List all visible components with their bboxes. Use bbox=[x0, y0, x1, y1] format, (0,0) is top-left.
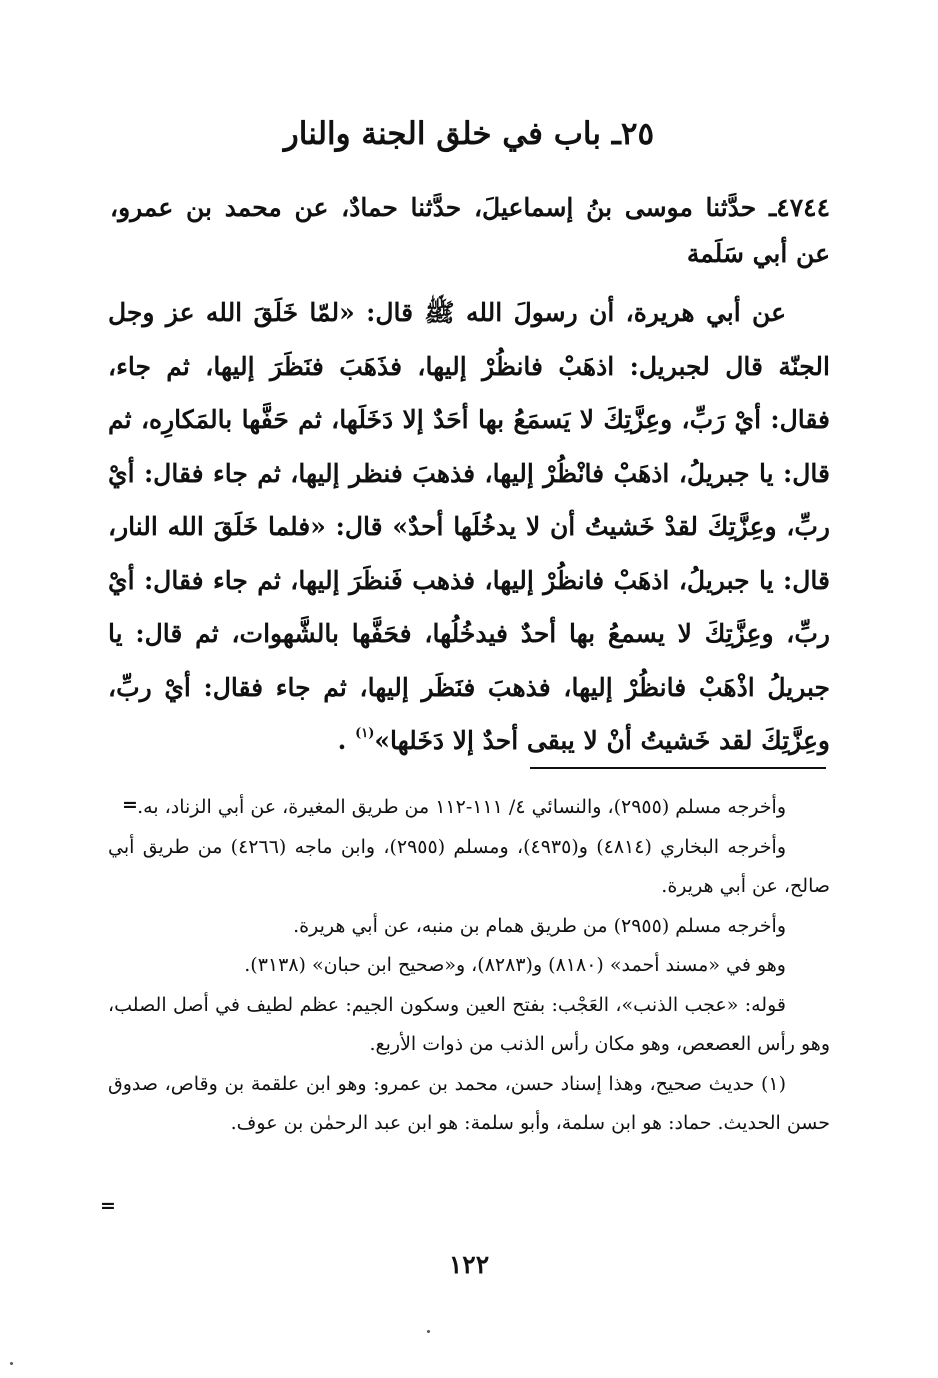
hadith-first-line: عن أبي هريرة، أن رسولَ الله ﷺ قال: «لمّا خَلَقَ الله عز وجل bbox=[108, 298, 786, 327]
scan-speck bbox=[10, 1362, 13, 1365]
footnote-reference[interactable]: (١) bbox=[355, 726, 375, 741]
footnote-paragraph: وأخرجه البخاري (٤٨١٤) و(٤٩٣٥)، ومسلم (٢٩٥٥)، وابن ماجه (٤٢٦٦) من طريق أبي صالح، عن أبي هريرة. bbox=[108, 835, 830, 897]
footnotes bbox=[108, 788, 830, 1144]
footnote-paragraph: وأخرجه مسلم (٢٩٥٥)، والنسائي ٤/ ١١١-١١٢ من طريق المغيرة، عن أبي الزناد، به. bbox=[137, 796, 786, 818]
footnote-paragraph: وأخرجه مسلم (٢٩٥٥) من طريق همام بن منبه، عن أبي هريرة. bbox=[293, 914, 786, 937]
hadith-text bbox=[108, 286, 830, 768]
footnote-paragraph: قوله: «عجب الذنب»، العَجْب: بفتح العين وسكون الجيم: عظم لطيف في أصل الصلب، وهو رأس العصعص، وهو مكان رأس الذنب من ذوات الأربع. bbox=[108, 993, 830, 1055]
hadith-text-continued: الجنّة قال لجبريل: اذهَبْ فانظُرْ إليها، فذَهَبَ فنَظَرَ إليها، ثم جاء، فقال: أيْ رَبِّ، وعِزَّتِكَ لا يَسمَعُ بها أحَدٌ إلا دَخَلَها، ثم حَفَّها بالمَكارِه، ثم قال: يا جبريلُ، اذهَبْ فانْظُرْ إليها، فذهبَ فنظر إليها، ثم جاء فقال: أيْ ربِّ، وعِزَّتِكَ لقدْ خَشيتُ أن لا يدخُلَها أحدٌ» قال: «فلما خَلَقَ الله النار، قال: يا جبريلُ، اذهَبْ فانظُرْ إليها، فذهب فَنظَرَ إليها، ثم جاء فقال: أيْ ربِّ، وعِزَّتِكَ لا يسمعُ بها أحدٌ فيدخُلُها، فحَفَّها بالشَّهوات، ثم قال: يا جبريلُ اذْهَبْ فانظُرْ إليها، فذهبَ فنَظَر إليها، ثم جاء فقال: أيْ ربِّ، وعِزَّتِكَ لقد خَشيتُ أنْ لا يبقى أحدٌ إلا دَخَلها» bbox=[108, 351, 830, 755]
footnote-1: (١) حديث صحيح، وهذا إسناد حسن، محمد بن عمرو: وهو ابن علقمة بن وقاص، صدوق حسن الحديث. حماد: هو ابن سلمة، وأبو سلمة: هو ابن عبد الرحمٰن بن عوف. bbox=[108, 1072, 830, 1134]
footnote-continuation-mark-start: = bbox=[122, 794, 138, 816]
hadith-end-period: . bbox=[337, 726, 347, 755]
footnote-separator bbox=[530, 767, 826, 769]
page-number: ١٢٢ bbox=[448, 1250, 490, 1279]
footnote-continuation-mark-end: = bbox=[100, 1195, 116, 1217]
scan-speck bbox=[427, 1330, 430, 1333]
hadith-isnad: ٤٧٤٤ـ حدَّثنا موسى بنُ إسماعيلَ، حدَّثنا حمادٌ، عن محمد بن عمرو، عن أبي سَلَمة bbox=[110, 193, 830, 268]
footnote-paragraph: وهو في «مسند أحمد» (٨١٨٠) و(٨٢٨٣)، و«صحيح ابن حبان» (٣١٣٨). bbox=[244, 954, 786, 976]
chapter-title: ٢٥ـ باب في خلق الجنة والنار bbox=[283, 116, 655, 152]
